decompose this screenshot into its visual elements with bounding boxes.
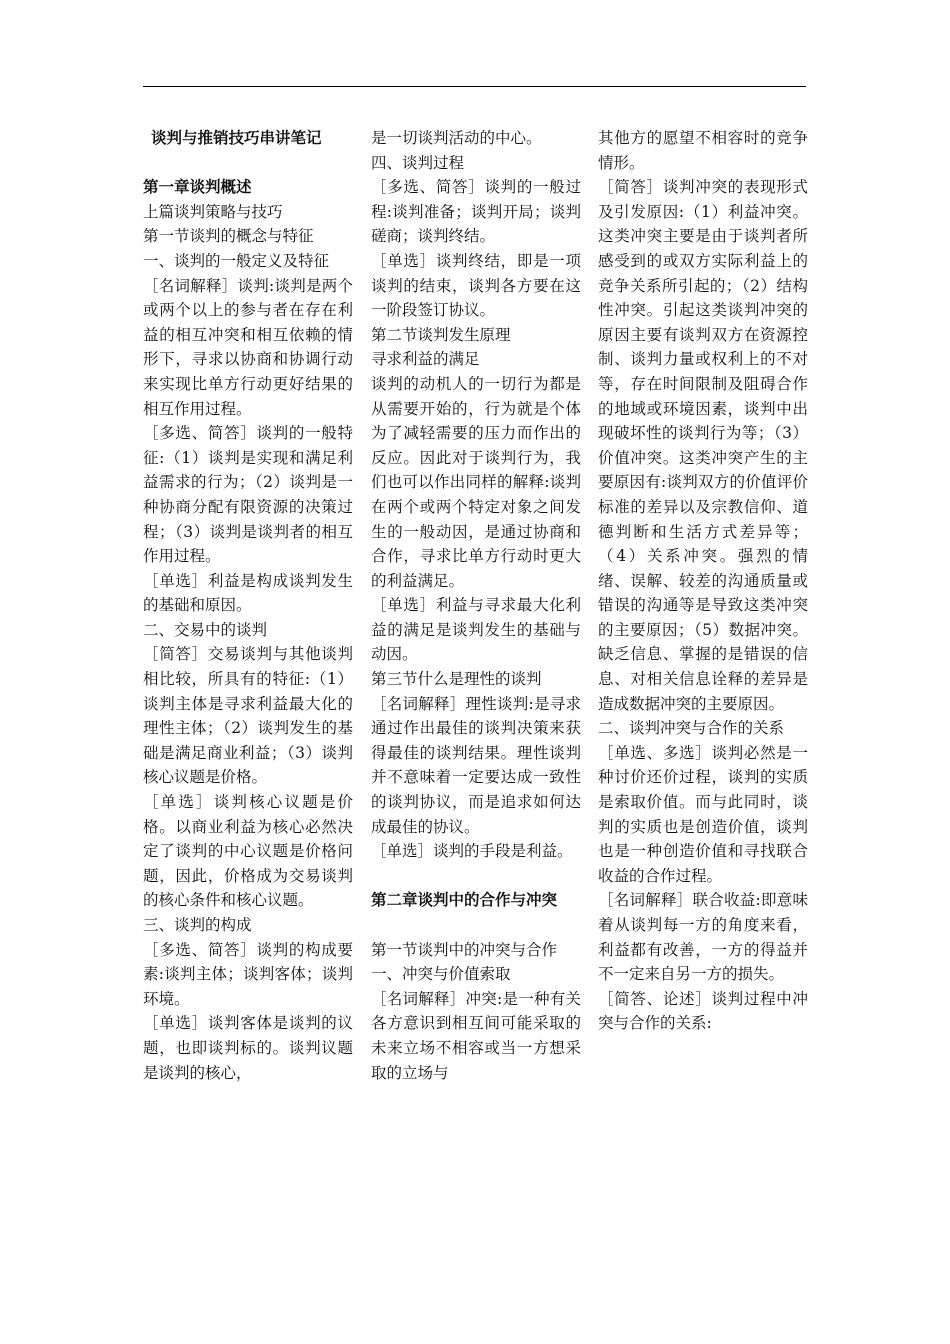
paragraph: ［单选］利益是构成谈判发生的基础和原因。 bbox=[143, 571, 353, 615]
column-1 bbox=[143, 126, 353, 1085]
section-heading: 上篇谈判策略与技巧 bbox=[143, 202, 283, 221]
subsection-heading: 一、谈判的一般定义及特征 bbox=[143, 251, 330, 270]
paragraph: ［单选、多选］谈判必然是一种讨价还价过程，谈判的实质是索取价值。而与此同时，谈判的实质也是创造价值，谈判也是一种创造价值和寻找联合收益的合作过程。 bbox=[598, 743, 808, 885]
paragraph: ［单选］利益与寻求最大化利益的满足是谈判发生的基础与动因。 bbox=[371, 596, 581, 664]
paragraph: ［单选］谈判客体是谈判的议题，也即谈判标的。谈判议题是谈判的核心， bbox=[143, 1014, 353, 1082]
section-heading: 第一节谈判的概念与特征 bbox=[143, 227, 314, 246]
paragraph: ［名词解释］谈判:谈判是两个或两个以上的参与者在存在利益的相互冲突和相互依赖的情形下，寻求以协商和协调行动来实现比单方行动更好结果的相互作用过程。 bbox=[143, 276, 353, 418]
section-heading: 第三节什么是理性的谈判 bbox=[371, 670, 542, 689]
paragraph: ［单选］谈判核心议题是价格。以商业利益为核心必然决定了谈判的中心议题是价格问题，因此，价格成为交易谈判的核心条件和核心议题。 bbox=[143, 793, 353, 910]
subsection-heading: 三、谈判的构成 bbox=[143, 916, 252, 934]
subsection-heading: 四、谈判过程 bbox=[371, 153, 465, 172]
header-rule bbox=[143, 86, 806, 87]
document-title: 谈判与推销技巧串讲笔记 bbox=[151, 128, 322, 147]
paragraph: ［简答］谈判冲突的表现形式及引发原因:（1）利益冲突。这类冲突主要是由于谈判者所感受到的或双方实际利益上的竞争关系所引起的；（2）结构性冲突。引起这类谈判冲突的原因主要有谈判双方在资源控制、谈判力量或权利上的不对等，存在时间限制及阻碍合作的地域或环境因素，谈判中出现破坏性的谈判行为等；（3）价值冲突。这类冲突产生的主要原因有:谈判双方的价值评价标准的差异以及宗教信仰、道德判断和生活方式差异等；（4）关系冲突。强烈的情绪、误解、较差的沟通质量或错误的沟通等是导致这类冲突的主要原因；（5）数据冲突。缺乏信息、掌握的是错误的信息、对相关信息诠释的差异是造成数据冲突的主要原因。 bbox=[598, 178, 808, 713]
paragraph: 谈判的动机人的一切行为都是从需要开始的，行为就是个体为了减轻需要的压力而作出的反应。因此对于谈判行为，我们也可以作出同样的解释:谈判在两个或两个特定对象之间发生的一般动因，是通过协商和合作，寻求比单方行动时更大的利益满足。 bbox=[371, 374, 581, 590]
chapter-heading: 第二章谈判中的合作与冲突 bbox=[371, 890, 558, 910]
paragraph: ［单选］谈判的手段是利益。 bbox=[371, 842, 573, 861]
subsection-heading: 寻求利益的满足 bbox=[371, 350, 480, 369]
paragraph: ［简答］交易谈判与其他谈判相比较，所具有的特征:（1）谈判主体是寻求利益最大化的理性主体；（2）谈判发生的基础是满足商业利益；（3）谈判核心议题是价格。 bbox=[143, 645, 353, 787]
subsection-heading: 一、冲突与价值索取 bbox=[371, 965, 511, 984]
paragraph: ［名词解释］联合收益:即意味着从谈判每一方的角度来看，利益都有改善，一方的得益并不一定来自另一方的损失。 bbox=[598, 891, 808, 984]
paragraph: 是一切谈判活动的中心。 bbox=[371, 129, 542, 147]
subsection-heading: 二、交易中的谈判 bbox=[143, 620, 268, 639]
section-heading: 第二节谈判发生原理 bbox=[371, 325, 511, 344]
paragraph: ［多选、简答］谈判的构成要素:谈判主体；谈判客体；谈判环境。 bbox=[143, 940, 353, 1008]
paragraph: ［多选、简答］谈判的一般过程:谈判准备；谈判开局；谈判磋商；谈判终结。 bbox=[371, 178, 581, 246]
column-3 bbox=[598, 126, 808, 1036]
paragraph: ［多选、简答］谈判的一般特征:（1）谈判是实现和满足利益需求的行为；（2）谈判是一种协商分配有限资源的决策过程；（3）谈判是谈判者的相互作用过程。 bbox=[143, 424, 353, 566]
paragraph: ［简答、论述］谈判过程中冲突与合作的关系: bbox=[598, 989, 808, 1033]
paragraph: 其他方的愿望不相容时的竞争情形。 bbox=[598, 129, 808, 172]
section-heading: 第一节谈判中的冲突与合作 bbox=[371, 940, 558, 959]
paragraph: ［名词解释］理性谈判:是寻求通过作出最佳的谈判决策来获得最佳的谈判结果。理性谈判并不意味着一定要达成一致性的谈判协议，而是追求如何达成最佳的协议。 bbox=[371, 694, 581, 836]
subsection-heading: 二、谈判冲突与合作的关系 bbox=[598, 719, 785, 738]
column-2 bbox=[371, 126, 581, 1085]
paragraph: ［名词解释］冲突:是一种有关各方意识到相互间可能采取的未来立场不相容或当一方想采取的立场与 bbox=[371, 989, 581, 1082]
chapter-heading: 第一章谈判概述 bbox=[143, 177, 252, 197]
paragraph: ［单选］谈判终结，即是一项谈判的结束，谈判各方要在这一阶段签订协议。 bbox=[371, 251, 581, 320]
